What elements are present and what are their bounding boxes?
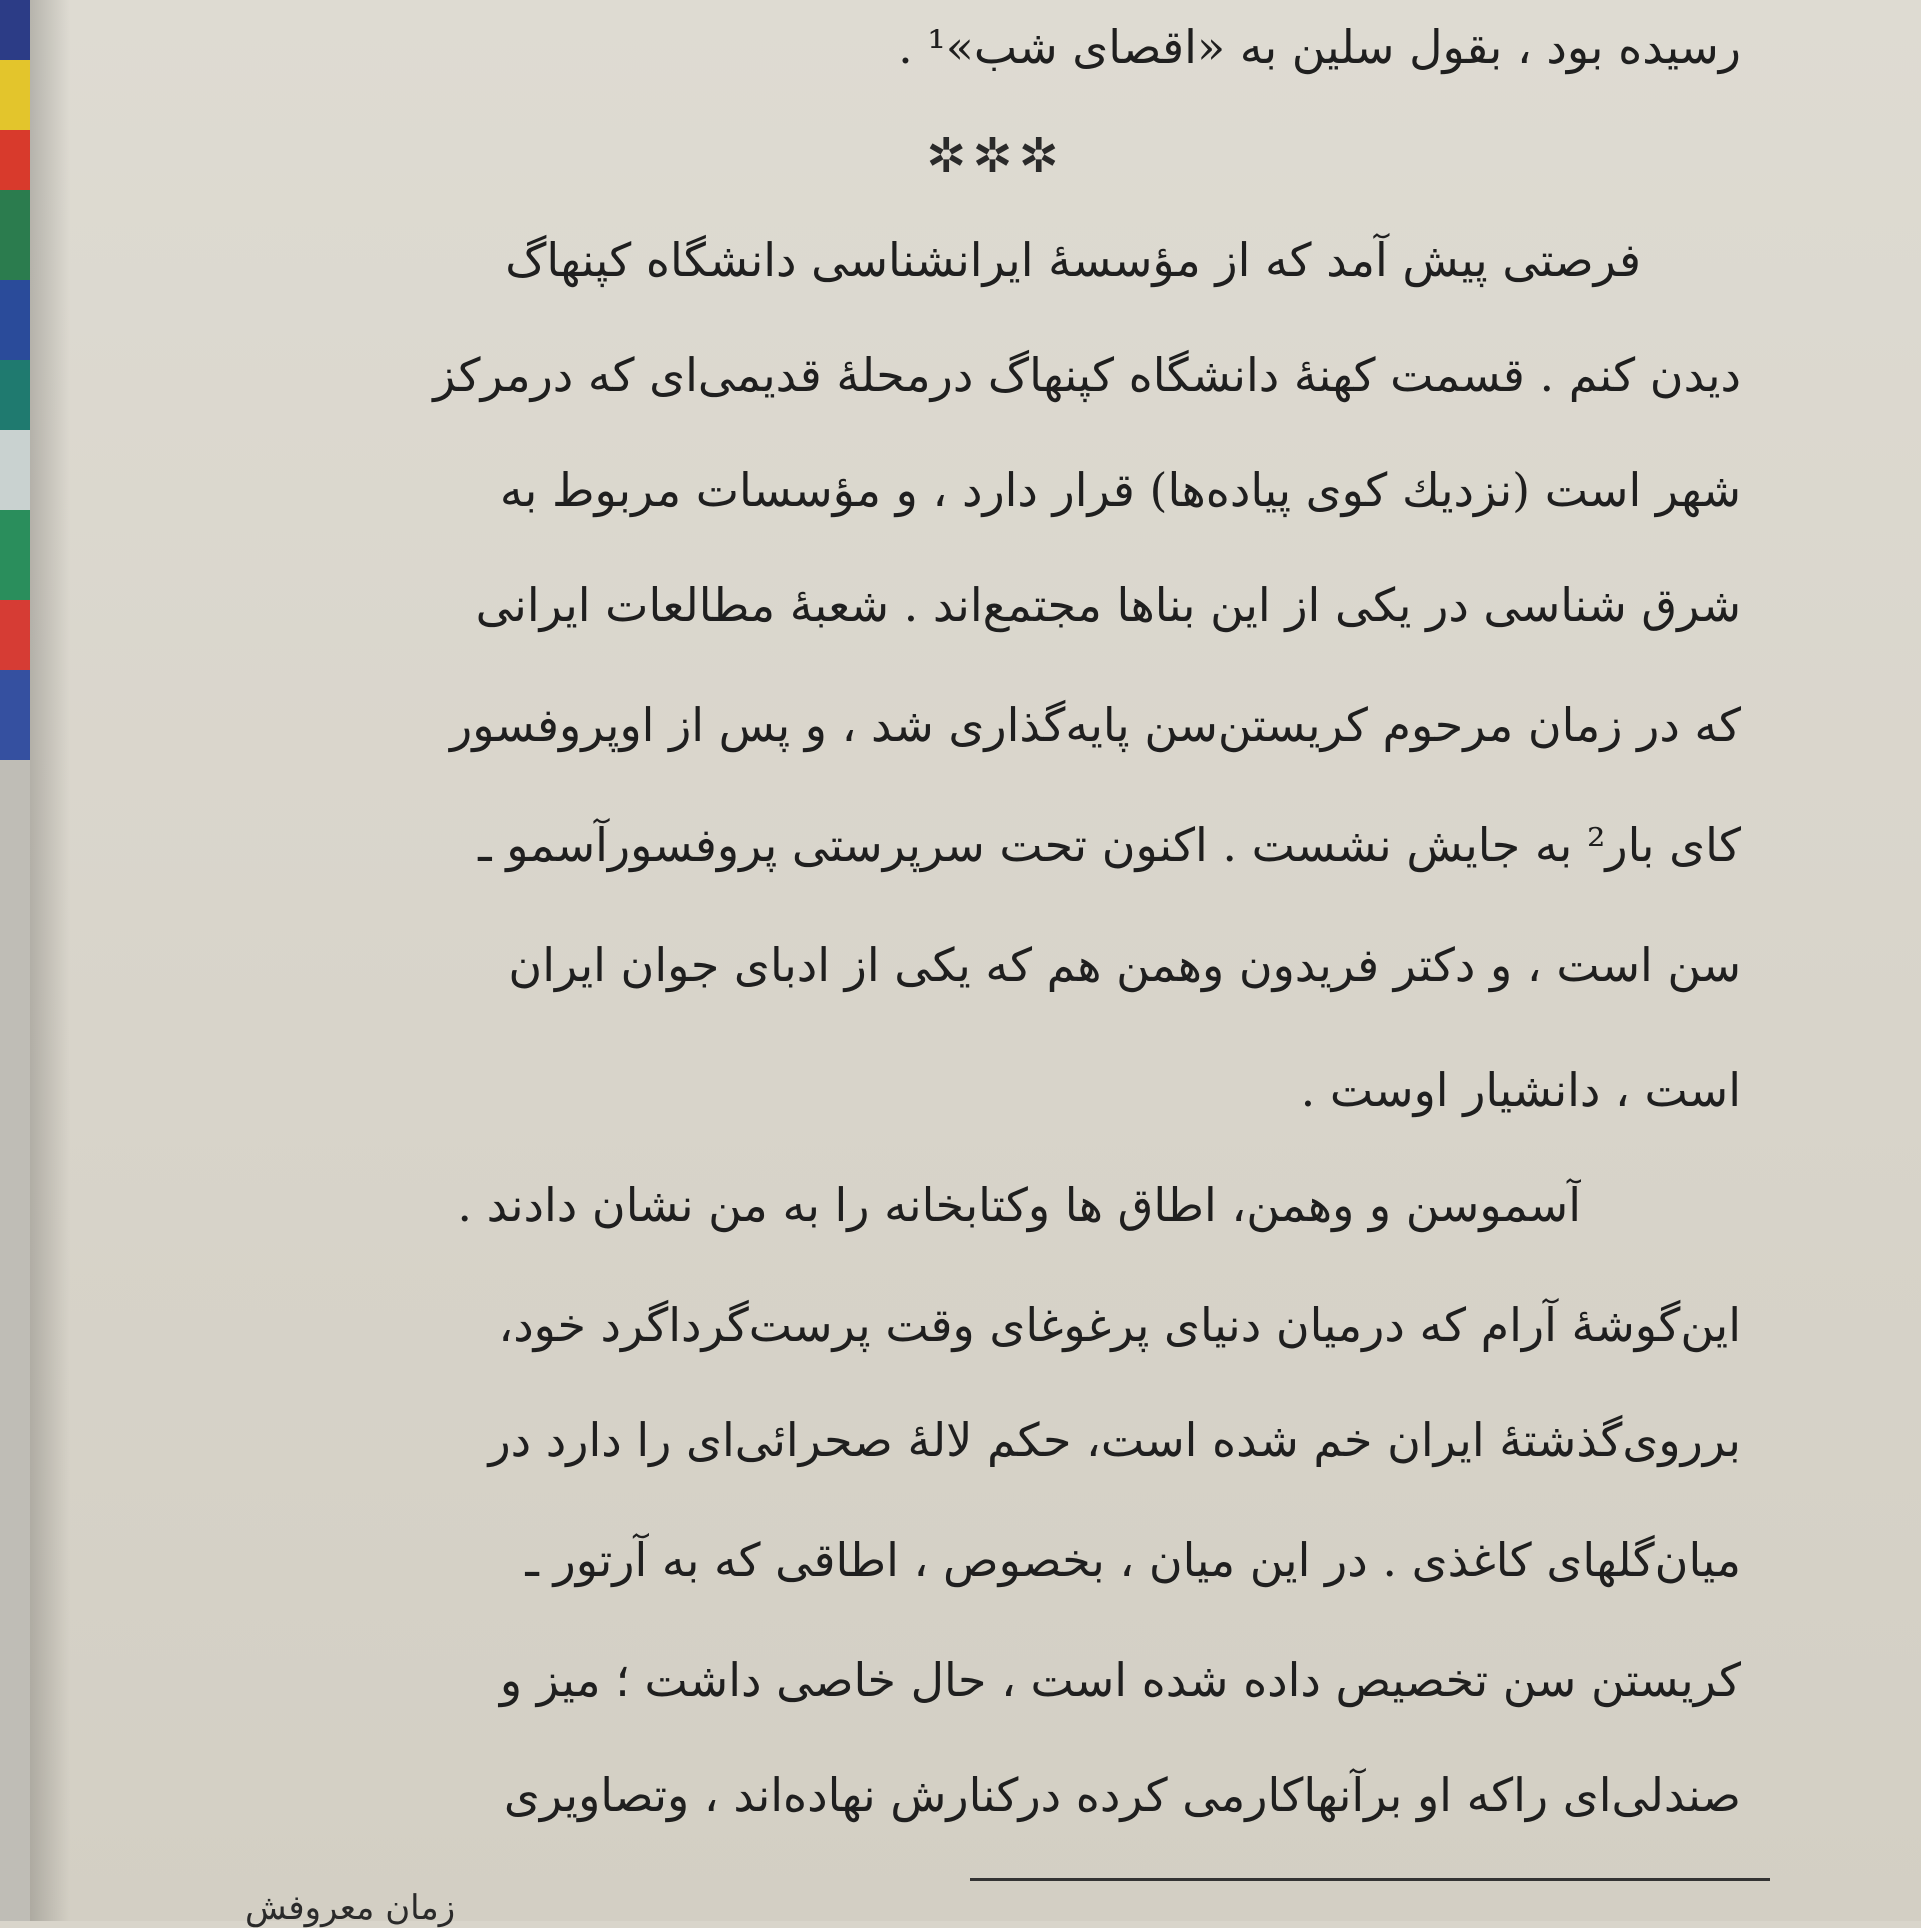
text-line: شرق شناسی در یکی از این بناها مجتمع‌اند . شعبهٔ مطالعات ایرانی	[475, 578, 1741, 632]
text-line: شهر است (نزدیك کوی پیاده‌ها) قرار دارد ، و مؤسسات مربوط به	[499, 463, 1741, 517]
text-line: صندلی‌ای راکه او برآنهاکارمی کرده درکنارش نهاده‌اند ، وتصاویری	[503, 1768, 1741, 1822]
text-line: است ، دانشیار اوست .	[1300, 1063, 1741, 1117]
footnote-text: زمان معروفش	[245, 1888, 456, 1928]
text-line: رسیده بود ، بقول سلین به «اقصای شب»¹ .	[898, 20, 1741, 74]
text-line: میان‌گلهای کاغذی . در این میان ، بخصوص ، اطاقی که به آرتور ـ	[525, 1533, 1741, 1587]
text-line: کای بار² به جایش نشست . اکنون تحت سرپرستی پروفسورآسمو ـ	[478, 818, 1741, 872]
text-line: فرصتی پیش آمد که از مؤسسهٔ ایرانشناسی دانشگاه کپنهاگ	[505, 233, 1641, 287]
gutter-shadow	[30, 0, 70, 1921]
book-cover-edge	[0, 0, 30, 1921]
text-line: کریستن سن تخصیص داده شده است ، حال خاصی داشت ؛ میز و	[499, 1653, 1741, 1707]
text-line: سن است ، و دکتر فریدون وهمن هم که یکی از ادبای جوان ایران	[508, 938, 1741, 992]
text-line: دیدن کنم . قسمت کهنهٔ دانشگاه کپنهاگ درمحلهٔ قدیمی‌ای که درمرکز	[433, 348, 1741, 402]
text-line: آسموسن و وهمن، اطاق ها وکتابخانه را به من نشان دادند .	[457, 1178, 1581, 1232]
text-line: این‌گوشهٔ آرام که درمیان دنیای پرغوغای وقت پرست‌گرداگرد خود،	[498, 1298, 1741, 1352]
section-separator: ✲✲✲	[926, 128, 1065, 184]
text-line: برروی‌گذشتهٔ ایران خم شده است، حکم لالهٔ صحرائی‌ای را دارد در	[488, 1413, 1741, 1467]
text-line: که در زمان مرحوم کریستن‌سن پایه‌گذاری شد ، و پس از اوپروفسور	[450, 698, 1741, 752]
footnote-rule	[970, 1878, 1770, 1881]
